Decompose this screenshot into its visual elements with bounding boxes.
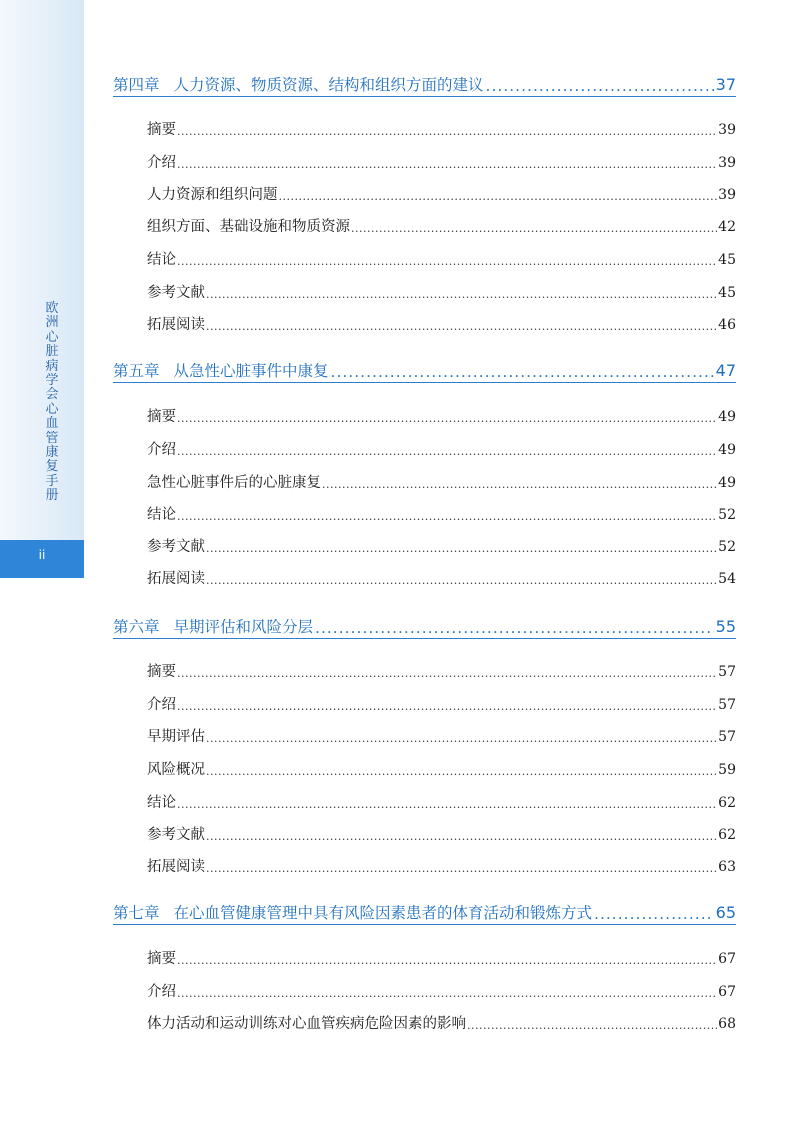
dot-leader	[177, 989, 717, 1002]
chapter-heading[interactable]	[113, 898, 736, 925]
dot-leader	[206, 734, 717, 747]
dot-leader	[467, 1021, 717, 1034]
entry-page: 52	[718, 539, 736, 555]
entry-title: 结论	[147, 507, 176, 523]
toc-entry[interactable]	[147, 791, 736, 813]
entry-page: 39	[718, 187, 736, 203]
chapter-title: 早期评估和风险分层	[173, 618, 314, 636]
toc-entry[interactable]	[147, 535, 736, 557]
entry-page: 57	[718, 664, 736, 680]
dot-leader	[279, 192, 718, 205]
dot-leader	[177, 702, 717, 715]
entry-title: 介绍	[147, 442, 176, 458]
entry-page: 49	[718, 442, 736, 458]
entry-page: 49	[718, 409, 736, 425]
entry-page: 63	[718, 859, 736, 875]
toc-entry[interactable]	[147, 215, 736, 237]
toc-entry[interactable]	[147, 503, 736, 525]
toc-entry[interactable]	[147, 823, 736, 845]
entry-title: 结论	[147, 252, 176, 268]
dot-leader	[177, 414, 717, 427]
entry-title: 参考文献	[147, 827, 205, 843]
book-title-vertical: 欧洲心脏病学会心血管康复手册	[45, 301, 59, 504]
dot-leader	[351, 224, 717, 237]
entry-page: 57	[718, 697, 736, 713]
dot-leader	[177, 800, 717, 813]
chapter-title: 在心血管健康管理中具有风险因素患者的体育活动和锻炼方式	[173, 904, 593, 922]
entry-page: 39	[718, 155, 736, 171]
entry-page: 68	[718, 1016, 736, 1032]
dot-leader	[177, 669, 717, 682]
toc-entry[interactable]	[147, 693, 736, 715]
dot-leader	[177, 257, 717, 270]
toc-entry[interactable]	[147, 567, 736, 589]
entry-title: 早期评估	[147, 729, 205, 745]
chapter-title: 从急性心脏事件中康复	[173, 362, 329, 380]
entry-page: 59	[718, 762, 736, 778]
entry-title: 参考文献	[147, 285, 205, 301]
entry-title: 结论	[147, 795, 176, 811]
entry-page: 57	[718, 729, 736, 745]
entry-title: 摘要	[147, 122, 176, 138]
toc-entry[interactable]	[147, 313, 736, 335]
toc-entry[interactable]	[147, 281, 736, 303]
toc-entry[interactable]	[147, 1012, 736, 1034]
toc-entry[interactable]	[147, 183, 736, 205]
entry-title: 急性心脏事件后的心脏康复	[147, 475, 321, 491]
entry-title: 拓展阅读	[147, 859, 205, 875]
entry-title: 介绍	[147, 155, 176, 171]
dot-leader	[206, 290, 717, 303]
entry-page: 67	[718, 984, 736, 1000]
entry-page: 45	[718, 285, 736, 301]
dot-leader	[486, 80, 714, 96]
toc-entry[interactable]	[147, 725, 736, 747]
entry-page: 62	[718, 827, 736, 843]
entry-title: 拓展阅读	[147, 317, 205, 333]
toc-entry[interactable]	[147, 118, 736, 140]
entry-page: 42	[718, 219, 736, 235]
dot-leader	[206, 544, 717, 557]
chapter-heading[interactable]	[113, 612, 736, 639]
chapter-page: 65	[715, 903, 736, 922]
entry-title: 风险概况	[147, 762, 205, 778]
dot-leader	[331, 366, 714, 382]
chapter-heading[interactable]	[113, 356, 736, 383]
toc-entry[interactable]	[147, 248, 736, 270]
entry-title: 摘要	[147, 664, 176, 680]
entry-title: 摘要	[147, 409, 176, 425]
entry-page: 62	[718, 795, 736, 811]
chapter-number: 第五章	[113, 362, 160, 380]
entry-title: 组织方面、基础设施和物质资源	[147, 219, 350, 235]
dot-leader	[206, 576, 717, 589]
entry-title: 人力资源和组织问题	[147, 187, 278, 203]
chapter-page: 47	[715, 361, 736, 380]
entry-page: 52	[718, 507, 736, 523]
page-number: ii	[38, 548, 46, 562]
entry-title: 参考文献	[147, 539, 205, 555]
entry-page: 46	[718, 317, 736, 333]
toc-entry[interactable]	[147, 471, 736, 493]
dot-leader	[177, 127, 717, 140]
chapter-number: 第四章	[113, 76, 160, 94]
toc-entry[interactable]	[147, 151, 736, 173]
toc-entry[interactable]	[147, 758, 736, 780]
entry-title: 介绍	[147, 984, 176, 1000]
chapter-page: 55	[715, 617, 736, 636]
dot-leader	[177, 447, 717, 460]
toc-entry[interactable]	[147, 405, 736, 427]
dot-leader	[177, 956, 717, 969]
entry-title: 体力活动和运动训练对心血管疾病危险因素的影响	[147, 1016, 466, 1032]
toc-entry[interactable]	[147, 947, 736, 969]
dot-leader	[206, 864, 717, 877]
dot-leader	[206, 767, 717, 780]
chapter-title: 人力资源、物质资源、结构和组织方面的建议	[173, 76, 484, 94]
dot-leader	[206, 322, 717, 335]
entry-page: 54	[718, 571, 736, 587]
dot-leader	[177, 512, 717, 525]
entry-page: 49	[718, 475, 736, 491]
entry-page: 45	[718, 252, 736, 268]
chapter-page: 37	[715, 75, 736, 94]
entry-page: 39	[718, 122, 736, 138]
chapter-number: 第七章	[113, 904, 160, 922]
entry-title: 拓展阅读	[147, 571, 205, 587]
toc-entry[interactable]	[147, 438, 736, 460]
toc-entry[interactable]	[147, 980, 736, 1002]
dot-leader	[206, 832, 717, 845]
toc-entry[interactable]	[147, 660, 736, 682]
dot-leader	[322, 480, 717, 493]
entry-title: 介绍	[147, 697, 176, 713]
dot-leader	[177, 160, 717, 173]
chapter-heading[interactable]	[113, 70, 736, 97]
chapter-number: 第六章	[113, 618, 160, 636]
entry-page: 67	[718, 951, 736, 967]
dot-leader	[594, 908, 714, 924]
toc-entry[interactable]	[147, 855, 736, 877]
entry-title: 摘要	[147, 951, 176, 967]
dot-leader	[315, 622, 714, 638]
